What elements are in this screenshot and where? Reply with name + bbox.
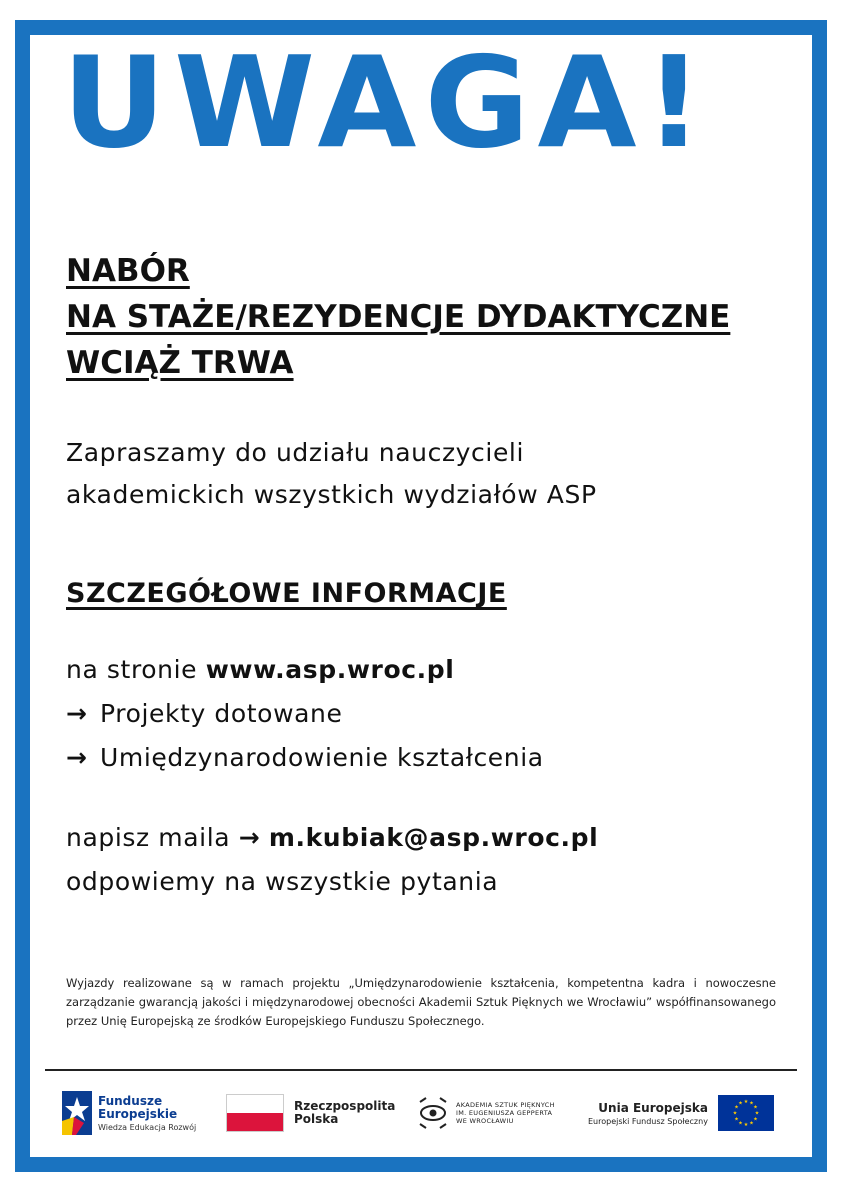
svg-text:★: ★ — [753, 1116, 758, 1123]
asp-line-3: WE WROCŁAWIU — [456, 1117, 514, 1125]
svg-text:★: ★ — [749, 1100, 754, 1107]
arrow-right-icon: → — [66, 699, 88, 728]
asp-eye-icon — [418, 1096, 448, 1130]
website-row — [66, 648, 544, 692]
unia-europejska-logo — [588, 1088, 774, 1138]
ue-subtitle: Europejski Fundusz Społeczny — [588, 1116, 708, 1126]
fe-text — [98, 1095, 196, 1132]
headline: UWAGA! — [62, 30, 711, 177]
website-link[interactable]: www.asp.wroc.pl — [205, 655, 455, 684]
eu-flag-icon — [718, 1095, 774, 1131]
svg-text:★: ★ — [734, 1116, 739, 1123]
rp-text — [294, 1100, 395, 1126]
details-heading: SZCZEGÓŁOWE INFORMACJE — [66, 578, 507, 609]
website-prefix: na stronie — [66, 655, 206, 684]
details-item-projects — [66, 692, 544, 736]
title-line-3: WCIĄŻ TRWA — [66, 345, 294, 381]
fe-name-2: Europejskie — [98, 1106, 178, 1121]
fe-name-1: Fundusze — [98, 1093, 163, 1108]
rp-name-1: Rzeczpospolita — [294, 1099, 396, 1113]
svg-text:★: ★ — [732, 1110, 738, 1117]
email-link[interactable]: m.kubiak@asp.wroc.pl — [268, 823, 599, 852]
arrow-right-icon: → — [66, 743, 88, 772]
svg-text:★: ★ — [743, 1099, 749, 1105]
asp-line-1: AKADEMIA SZTUK PIĘKNYCH — [456, 1101, 555, 1109]
polish-flag-icon — [226, 1094, 284, 1132]
svg-text:★: ★ — [743, 1122, 749, 1128]
svg-text:★: ★ — [754, 1110, 760, 1117]
invitation-text — [66, 432, 597, 516]
sponsor-logos — [60, 1088, 780, 1138]
contact-block — [66, 816, 598, 904]
title-line-1: NABÓR — [66, 253, 190, 289]
svg-text:★: ★ — [738, 1100, 743, 1107]
email-prefix: napisz maila — [66, 823, 239, 852]
details-item-internationalization — [66, 736, 544, 780]
email-row — [66, 816, 598, 860]
invite-line-1: Zapraszamy do udziału nauczycieli — [66, 438, 525, 467]
asp-text — [456, 1101, 555, 1125]
svg-text:★: ★ — [734, 1104, 739, 1111]
rp-name-2: Polska — [294, 1112, 339, 1126]
svg-text:★: ★ — [753, 1104, 758, 1111]
details-item-label: Projekty dotowane — [100, 699, 343, 728]
asp-line-2: IM. EUGENIUSZA GEPPERTA — [456, 1109, 553, 1117]
fe-subtitle: Wiedza Edukacja Rozwój — [98, 1122, 197, 1132]
title-line-2: NA STAŻE/REZYDENCJE DYDAKTYCZNE — [66, 299, 731, 335]
details-list — [66, 648, 544, 780]
project-footnote: Wyjazdy realizowane są w ramach projektu „Umiędzynarodowienie kształcenia, kompetentna kadra i nowoczesne zarządzanie gwarancją jakości i międzynarodowej obecności Akademii Sztuk Pięknych we Wrocławiu” współfinansowanego przez Unię Europejską ze środków Europejskiego Funduszu Społecznego. — [66, 976, 776, 1028]
rzeczpospolita-polska-logo — [226, 1088, 395, 1138]
contact-note: odpowiemy na wszystkie pytania — [66, 867, 499, 896]
footer-divider — [45, 1069, 797, 1071]
arrow-right-icon: → — [238, 823, 261, 852]
fundusze-europejskie-icon — [62, 1091, 92, 1135]
svg-text:★: ★ — [738, 1120, 743, 1127]
announcement-title — [66, 248, 730, 386]
fundusze-europejskie-logo — [62, 1088, 196, 1138]
details-item-label: Umiędzynarodowienie kształcenia — [100, 743, 544, 772]
ue-text — [588, 1101, 708, 1126]
svg-text:★: ★ — [749, 1120, 754, 1127]
invite-line-2: akademickich wszystkich wydziałów ASP — [66, 480, 597, 509]
ue-name: Unia Europejska — [598, 1100, 708, 1115]
asp-wroclaw-logo — [418, 1088, 555, 1138]
